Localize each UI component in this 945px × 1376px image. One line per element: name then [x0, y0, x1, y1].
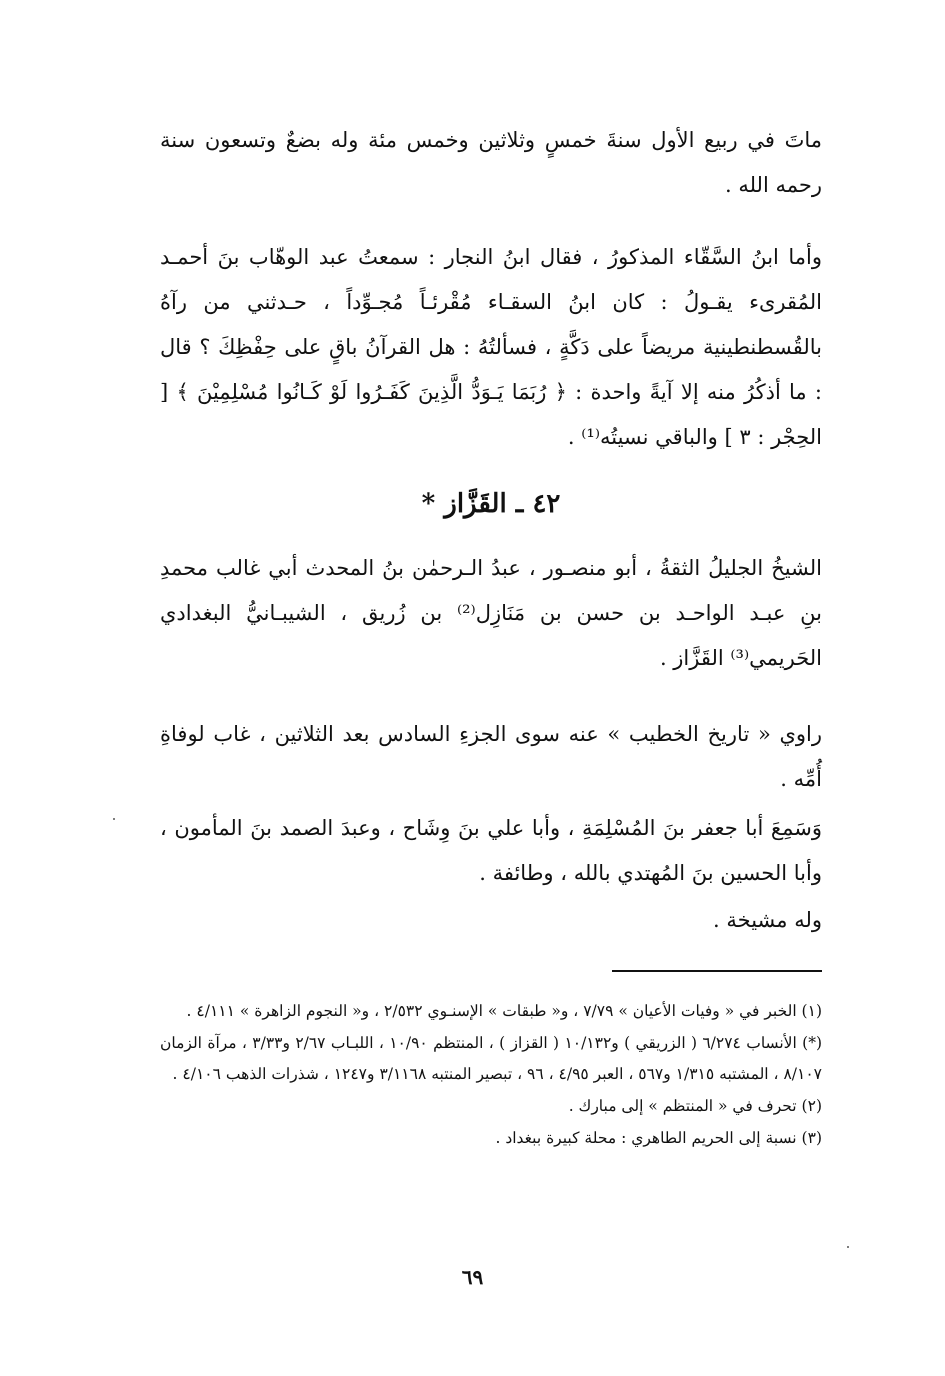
footnote-marker: *	[421, 489, 436, 519]
paragraph-death: ماتَ في ربيع الأول سنةَ خمسٍ وثلاثين وخمس مئة وله بضعٌ وتسعون سنة رحمه الله .	[160, 128, 822, 197]
entry-heading	[160, 484, 822, 524]
footnotes	[160, 996, 822, 1154]
paragraph-teachers: وَسَمِعَ أبا جعفر بنَ المُسْلِمَةِ ، وأبا علي بنَ وِشَاح ، وعبدَ الصمد بنَ المأمون ، وأبا الحسين بنَ المُهتدي بالله ، وطائفة .	[160, 816, 822, 885]
scan-speck	[847, 1246, 849, 1248]
footnote-star: (*) الأنساب ٦/٢٧٤ ( الزريقي ) و١٠/١٣٢ ( القزاز ) ، المنتظم ١٠/٩٠ ، اللبـاب ٢/٦٧ و٣/٣٣ ، مرآة الزمان ٨/١٠٧ ، المشتبه ١/٣١٥ و٥٦٧ ، العبر ٤/٩٥ ، ٩٦ ، تبصير المنتبه ٣/١١٦٨ و١٢٤٧ ، شذرات الذهب ٤/١٠٦ .	[160, 1034, 823, 1083]
scan-speck	[113, 818, 115, 820]
paragraph-ibn-al-saqqa: وأما ابنُ السَّقّاء المذكورُ ، فقال ابنُ النجار : سمعتُ عبد الوهّاب بنَ أحمـد المُقرىء يقـولُ : كان ابنُ السقـاء مُقْرئـاً مُجـوِّداً ، حـدثني من رآهُ بالقُسطنطينية مريضاً على دَكَّةٍ ، فسألتُهُ : هل القرآنُ باقٍ على حِفْظِكَ ؟ قال : ما أذكُرُ منه إلا آيةً واحدة : ﴿ رُبَمَا يَـوَدُّ الَّذِينَ كَفَـرُوا لَوْ كَـانُوا مُسْلِمِيْنَ ﴾ [ الحِجْر : ٣ ] والباقي نسيتُه⁽¹⁾ .	[160, 245, 822, 449]
footnote-separator	[612, 970, 822, 972]
paragraph-narrator: راوي « تاريخ الخطيب » عنه سوى الجزءِ السادس بعد الثلاثين ، غاب لوفاةِ أُمِّه .	[160, 722, 822, 791]
footnote-2: (٢) تحرف في « المنتظم » إلى مبارك .	[568, 1097, 822, 1115]
paragraph-mashyakha: وله مشيخة .	[713, 908, 822, 932]
paragraph-biography: الشيخُ الجليلُ الثقةُ ، أبو منصـور ، عبدُ الـرحمٰن بنُ المحدث أبي غالب محمدِ بنِ عبـد الواحـد بن حسن بن مَنَازِل⁽²⁾ بن زُريق ، الشيبـانيُّ البغدادي الحَريمي⁽³⁾ القَزَّاز .	[160, 556, 822, 670]
footnote-3: (٣) نسبة إلى الحريم الطاهري : محلة كبيرة ببغداد .	[495, 1129, 822, 1147]
entry-title: ٤٢ ـ القَزَّاز	[444, 489, 561, 519]
page-number: ٦٩	[461, 1265, 484, 1289]
footnote-1: (١) الخبر في « وفيات الأعيان » ٧/٧٩ ، و« طبقات » الإسنـوي ٢/٥٣٢ ، و« النجوم الزاهرة » ٤/١١١ .	[186, 1002, 822, 1020]
